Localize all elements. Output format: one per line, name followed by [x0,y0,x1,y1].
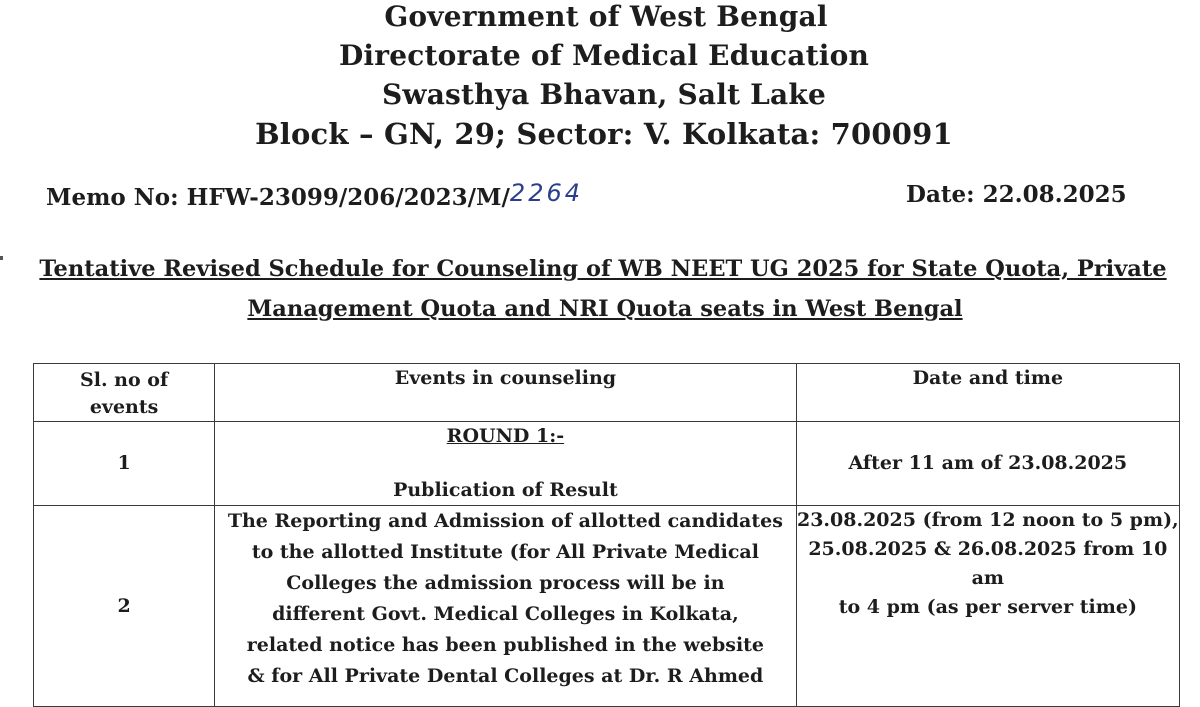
header-sl-no [34,364,215,422]
table-header-row [34,364,1180,422]
header-address: Block – GN, 29; Sector: V. Kolkata: 700091 [255,117,953,151]
event-line: different Govt. Medical Colleges in Kolkata, [272,603,739,625]
row-date-time [796,506,1179,707]
event-line: & for All Private Dental Colleges at Dr. R Ahmed [247,665,764,687]
memo-label: Memo No: HFW-23099/206/2023/M/ [46,184,510,211]
memo-handwritten-number: 2264 [509,179,583,207]
schedule-table [33,363,1180,707]
date-line: 23.08.2025 (from 12 noon to 5 pm), [796,509,1179,531]
event-text: Publication of Result [393,479,618,501]
notice-title-line1: Tentative Revised Schedule for Counseling of WB NEET UG 2025 for State Quota, Private [39,256,1167,282]
event-line: Colleges the admission process will be in [286,572,725,594]
table-row [34,506,1180,707]
header-sl-line1: Sl. no of [80,369,169,391]
row-sl-number: 2 [34,506,215,707]
row-date-time: After 11 am of 23.08.2025 [796,422,1179,506]
event-line: related notice has been published in the website [246,634,765,656]
notice-title-line2: Management Quota and NRI Quota seats in West Bengal [247,296,963,322]
date-line: 25.08.2025 & 26.08.2025 from 10 am [808,538,1168,589]
header-building: Swasthya Bhavan, Salt Lake [381,78,827,111]
event-line: to the allotted Institute (for All Private Medical [251,541,759,563]
row-sl-number: 1 [34,422,215,506]
row-event [215,506,797,707]
header-events: Events in counseling [215,364,797,422]
memo-date: Date: 22.08.2025 [906,181,1127,208]
memo-number [46,179,583,211]
header-sl-line2: events [89,396,159,418]
header-government: Government of West Bengal [384,0,828,33]
round-label: ROUND 1:- [446,425,565,447]
table-row [34,422,1180,506]
scan-mark [0,256,3,260]
date-line: to 4 pm (as per server time) [838,596,1137,618]
event-line: The Reporting and Admission of allotted candidates [227,510,783,532]
header-directorate: Directorate of Medical Education [338,39,870,72]
row-event [215,422,797,506]
header-date-time: Date and time [796,364,1179,422]
